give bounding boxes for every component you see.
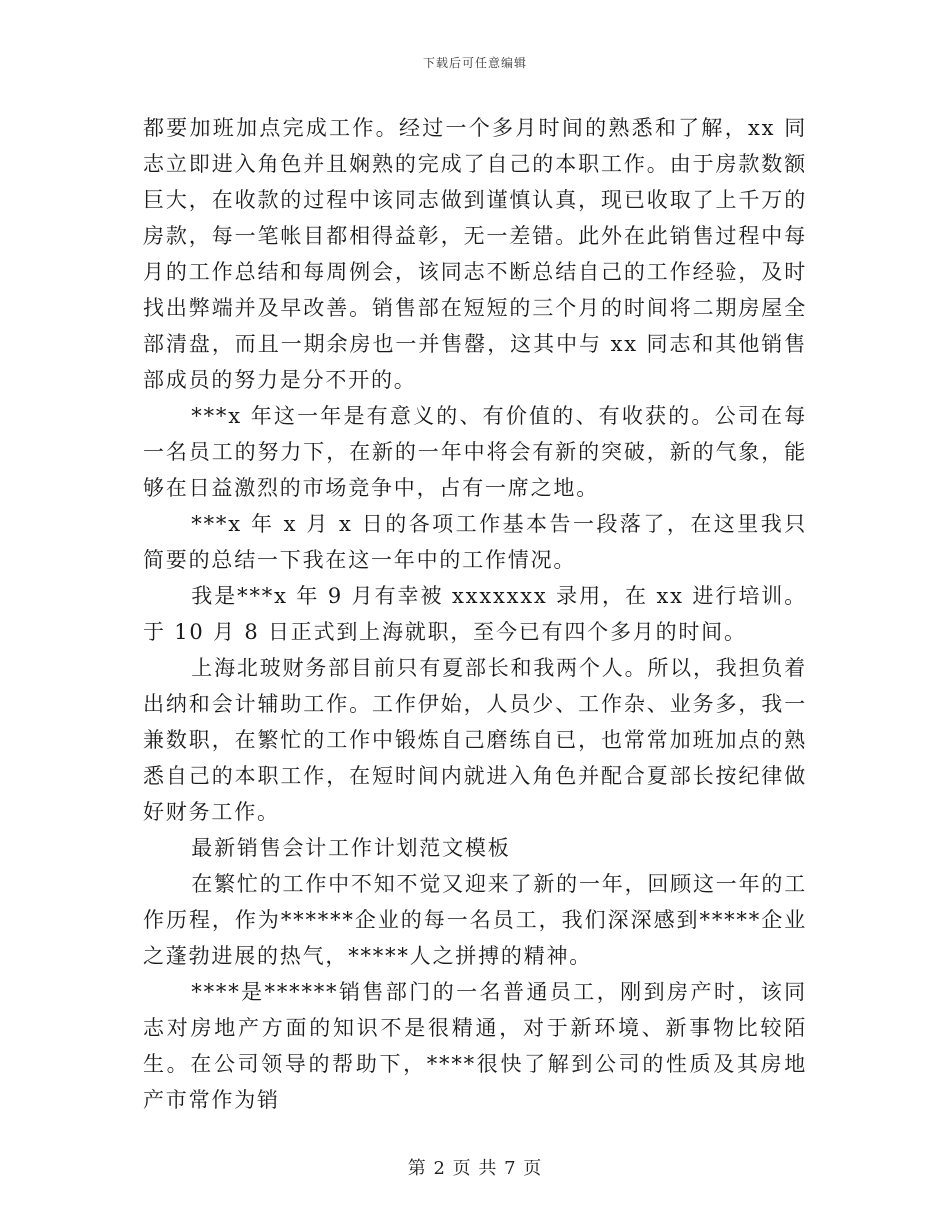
document-body xyxy=(143,110,807,1118)
section-title: 最新销售会计工作计划范文模板 xyxy=(191,836,511,860)
paragraph-1: 都要加班加点完成工作。经过一个多月时间的熟悉和了解，xx 同志立即进入角色并且娴熟的完成了自己的本职工作。由于房款数额巨大，在收款的过程中该同志做到谨慎认真，现已收取了上千万的房款，每一笔帐目都相得益彰，无一差错。此外在此销售过程中每月的工作总结和每周例会，该同志不断总结自己的工作经验，及时找出弊端并及早改善。销售部在短短的三个月的时间将二期房屋全部清盘，而且一期余房也一并售罄，这其中与 xx 同志和其他销售部成员的努力是分不开的。 xyxy=(143,116,807,392)
paragraph-2: ***x 年这一年是有意义的、有价值的、有收获的。公司在每一名员工的努力下，在新的一年中将会有新的突破，新的气象，能够在日益激烈的市场竞争中，占有一席之地。 xyxy=(143,404,807,500)
paragraph-4: 我是***x 年 9 月有幸被 xxxxxxx 录用，在 xx 进行培训。于 10 月 8 日正式到上海就职，至今已有四个多月的时间。 xyxy=(143,584,807,644)
paragraph-6: 在繁忙的工作中不知不觉又迎来了新的一年，回顾这一年的工作历程，作为******企业的每一名员工，我们深深感到*****企业之蓬勃进展的热气，*****人之拼搏的精神。 xyxy=(143,872,807,968)
paragraph-5: 上海北玻财务部目前只有夏部长和我两个人。所以，我担负着出纳和会计辅助工作。工作伊始，人员少、工作杂、业务多，我一兼数职，在繁忙的工作中锻炼自己磨练自已，也常常加班加点的熟悉自己的本职工作，在短时间内就进入角色并配合夏部长按纪律做好财务工作。 xyxy=(143,656,807,824)
paragraph-3: ***x 年 x 月 x 日的各项工作基本告一段落了，在这里我只简要的总结一下我在这一年中的工作情况。 xyxy=(143,512,807,572)
page-number: 第 2 页 共 7 页 xyxy=(407,1158,543,1179)
page-header: 下载后可任意编辑 xyxy=(422,56,527,70)
paragraph-7: ****是******销售部门的一名普通员工，刚到房产时，该同志对房地产方面的知识不是很精通，对于新环境、新事物比较陌生。在公司领导的帮助下，****很快了解到公司的性质及其房地产市常作为销 xyxy=(143,980,807,1112)
